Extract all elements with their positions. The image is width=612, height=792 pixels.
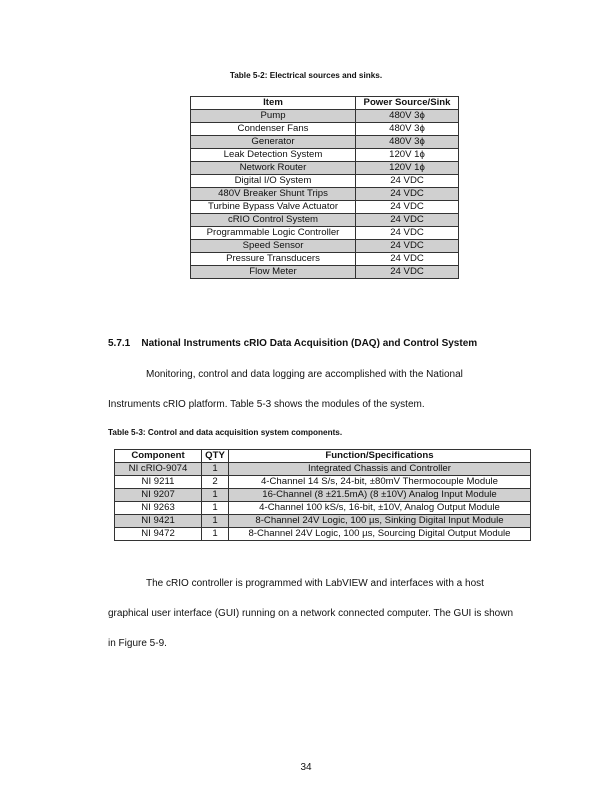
table-5-2-caption: Table 5-2: Electrical sources and sinks. [229, 71, 383, 80]
table-cell: 4-Channel 100 kS/s, 16-bit, ±10V, Analog Output Module [229, 502, 531, 515]
table-cell: 120V 1ϕ [356, 162, 459, 175]
table-row [115, 515, 531, 528]
table-row [191, 214, 459, 227]
table-cell: NI 9207 [115, 489, 202, 502]
table-cell: Flow Meter [191, 266, 356, 279]
column-header-component: Component [115, 450, 202, 463]
table-cell: 120V 1ϕ [356, 149, 459, 162]
table-row [191, 136, 459, 149]
table-row [191, 110, 459, 123]
table-cell: Leak Detection System [191, 149, 356, 162]
table-row [191, 162, 459, 175]
table-row [115, 463, 531, 476]
table-cell: 1 [202, 502, 229, 515]
table-cell: 24 VDC [356, 214, 459, 227]
daq-components-table [114, 449, 531, 541]
table-cell: cRIO Control System [191, 214, 356, 227]
table-row [191, 175, 459, 188]
table-row [191, 123, 459, 136]
column-header-item: Item [191, 97, 356, 110]
table-row [191, 253, 459, 266]
table-cell: 8-Channel 24V Logic, 100 µs, Sinking Digital Input Module [229, 515, 531, 528]
table-cell: 24 VDC [356, 201, 459, 214]
table-cell: 480V Breaker Shunt Trips [191, 188, 356, 201]
table-row [191, 266, 459, 279]
table-cell: Programmable Logic Controller [191, 227, 356, 240]
table-cell: 4-Channel 14 S/s, 24-bit, ±80mV Thermocouple Module [229, 476, 531, 489]
table-cell: NI 9263 [115, 502, 202, 515]
table-cell: Condenser Fans [191, 123, 356, 136]
body-paragraph-1: Monitoring, control and data logging are accomplished with the National Instruments cRIO platform. Table 5-3 shows the modules of the system. [108, 369, 463, 410]
table-cell: Turbine Bypass Valve Actuator [191, 201, 356, 214]
table-cell: Generator [191, 136, 356, 149]
column-header-qty: QTY [202, 450, 229, 463]
table-cell: 24 VDC [356, 266, 459, 279]
table-cell: 480V 3ϕ [356, 110, 459, 123]
table-cell: 24 VDC [356, 175, 459, 188]
table-header-row [115, 450, 531, 463]
electrical-sources-table [190, 96, 459, 279]
table-cell: Speed Sensor [191, 240, 356, 253]
table-cell: 1 [202, 528, 229, 541]
table-cell: 1 [202, 489, 229, 502]
table-cell: Integrated Chassis and Controller [229, 463, 531, 476]
table-cell: 24 VDC [356, 227, 459, 240]
table-row [191, 201, 459, 214]
table-cell: 24 VDC [356, 253, 459, 266]
table-cell: 16-Channel (8 ±21.5mA) (8 ±10V) Analog Input Module [229, 489, 531, 502]
table-5-3-caption: Table 5-3: Control and data acquisition system components. [108, 428, 343, 437]
table-cell: 480V 3ϕ [356, 136, 459, 149]
table-cell: 480V 3ϕ [356, 123, 459, 136]
table-cell: 2 [202, 476, 229, 489]
table-cell: 24 VDC [356, 188, 459, 201]
table-row [115, 489, 531, 502]
table-row [191, 188, 459, 201]
page-number: 34 [300, 762, 312, 773]
table-cell: Digital I/O System [191, 175, 356, 188]
table-row [115, 528, 531, 541]
table-cell: 1 [202, 463, 229, 476]
table-cell: Pump [191, 110, 356, 123]
table-cell: NI 9211 [115, 476, 202, 489]
table-cell: 8-Channel 24V Logic, 100 µs, Sourcing Digital Output Module [229, 528, 531, 541]
table-row [191, 240, 459, 253]
table-row [191, 149, 459, 162]
section-number: 5.7.1 [108, 338, 131, 349]
table-cell: Network Router [191, 162, 356, 175]
table-row [115, 502, 531, 515]
table-cell: NI 9421 [115, 515, 202, 528]
table-cell: 1 [202, 515, 229, 528]
table-header-row [191, 97, 459, 110]
body-paragraph-2: The cRIO controller is programmed with LabVIEW and interfaces with a host graphical user interface (GUI) running on a network connected computer. The GUI is shown in Figure 5-9. [108, 578, 514, 649]
table-cell: NI cRIO-9074 [115, 463, 202, 476]
table-cell: NI 9472 [115, 528, 202, 541]
column-header-power: Power Source/Sink [356, 97, 459, 110]
table-cell: Pressure Transducers [191, 253, 356, 266]
section-title: National Instruments cRIO Data Acquisition (DAQ) and Control System [141, 338, 478, 349]
table-row [115, 476, 531, 489]
table-row [191, 227, 459, 240]
column-header-function: Function/Specifications [229, 450, 531, 463]
section-heading [108, 338, 477, 349]
table-cell: 24 VDC [356, 240, 459, 253]
